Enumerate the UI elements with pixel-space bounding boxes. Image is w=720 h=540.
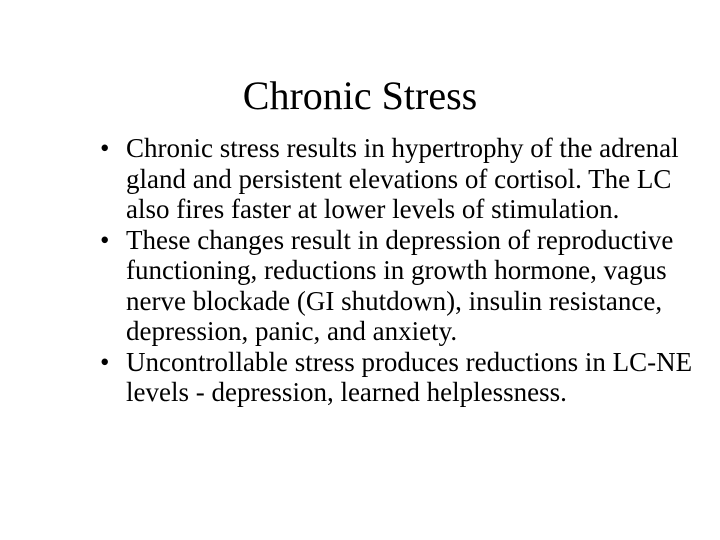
bullet-item [100,347,705,408]
bullet-item [100,133,705,225]
bullet-list [100,133,705,408]
bullet-icon: • [100,133,110,163]
bullet-text: Uncontrollable stress produces reductions in LC-NE levels - depression, learned helplessness. [126,346,693,407]
slide-title [0,70,720,122]
bullet-icon: • [100,224,110,255]
bullet-text: Chronic stress results in hypertrophy of the adrenal gland and persistent elevations of cortisol. The LC also fires faster at lower levels of stimulation. [126,133,679,224]
bullet-text: These changes result in depression of reproductive functioning, reductions in growth hormone, vagus nerve blockade (GI shutdown), insulin resistance, depression, panic, and anxiety. [126,224,674,346]
slide-title-text: Chronic Stress [242,73,478,118]
bullet-item [100,225,705,347]
bullet-icon: • [100,346,110,377]
